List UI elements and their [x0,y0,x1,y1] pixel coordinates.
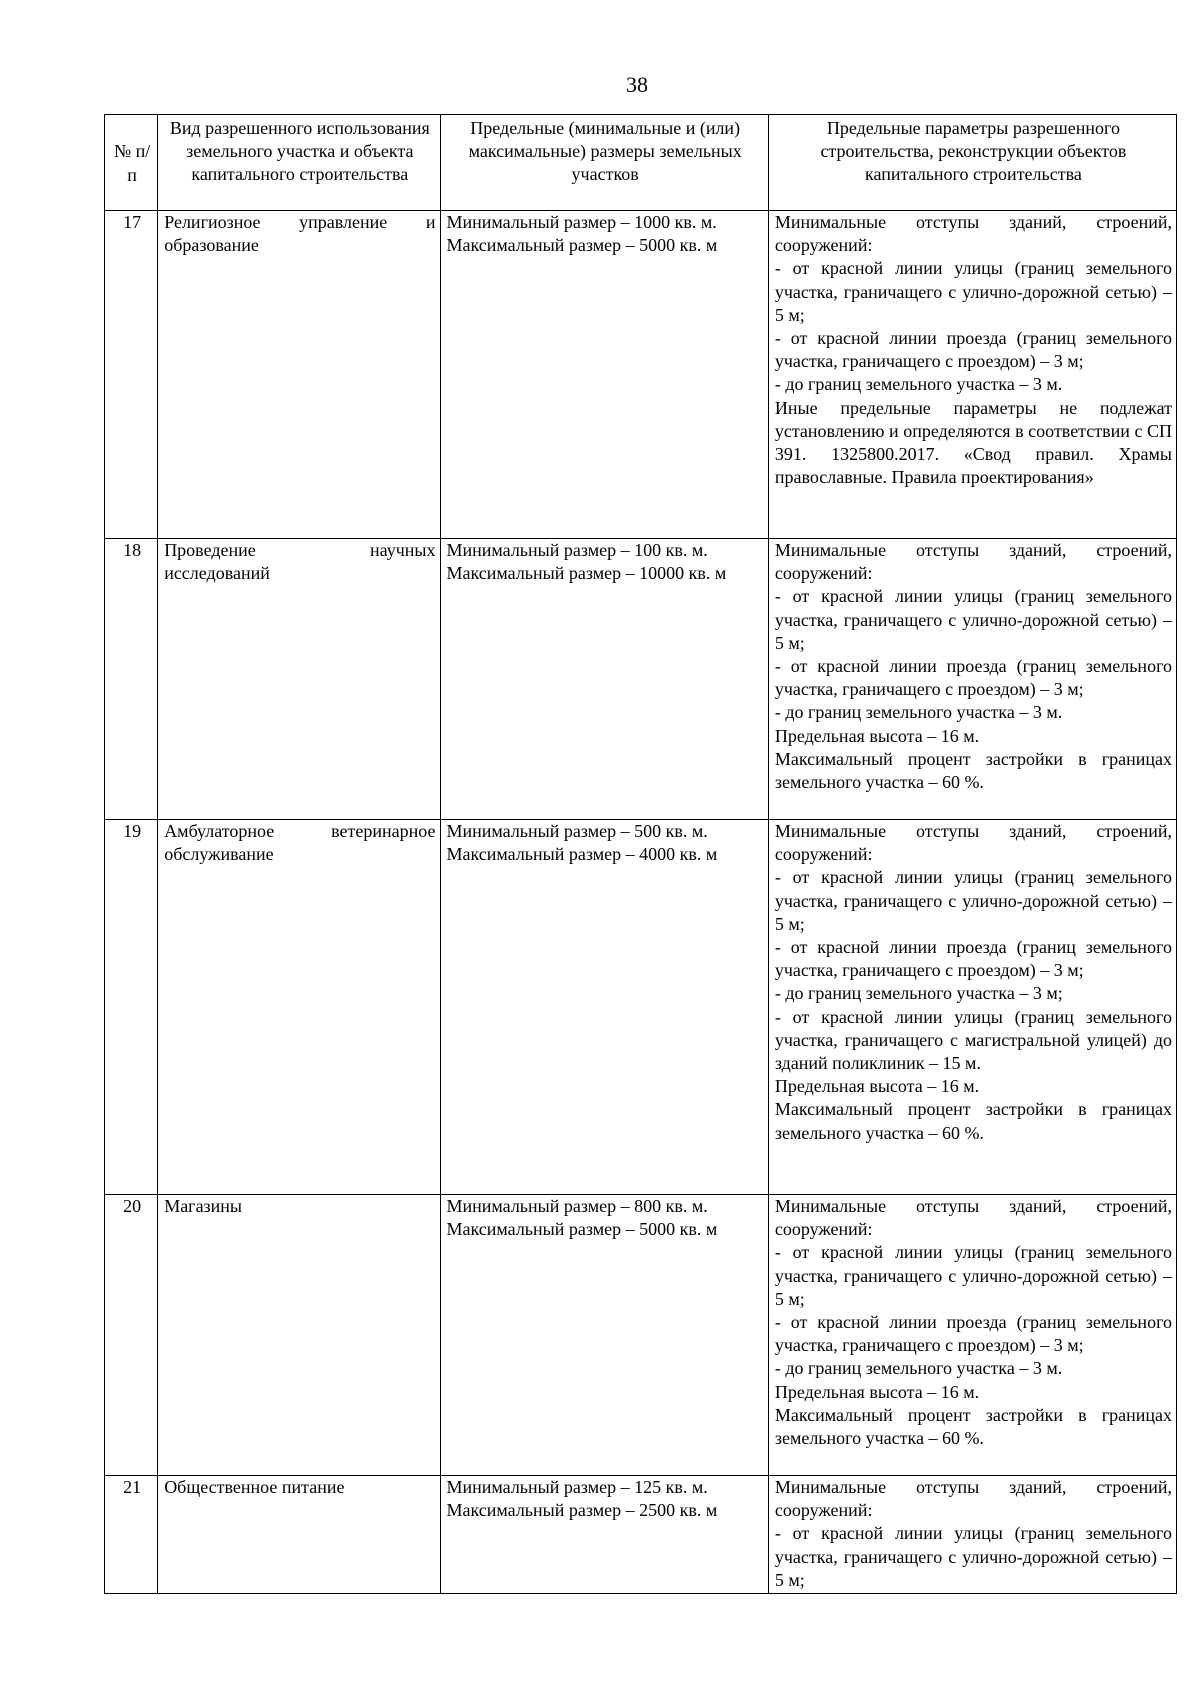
param-line: - от красной линии улицы (границ земельного участка, граничащего с улично-дорожной сетью) – 5 м; [774,1242,1172,1309]
param-line: - от красной линии улицы (границ земельного участка, граничащего с улично-дорожной сетью) – 5 м; [774,867,1172,934]
param-line: - от красной линии улицы (границ земельного участка, граничащего с магистральной улицей) до зданий поликлиник – 15 м. [774,1006,1172,1074]
row-number: 20 [105,1195,158,1476]
row-number: 19 [105,820,158,1195]
construction-params [768,539,1176,820]
row-number: 17 [105,211,158,539]
table-row [105,539,1177,820]
usage-kind: Проведение научных исследований [158,539,440,820]
param-line: Минимальные отступы зданий, строений, сооружений: [774,212,1172,256]
plot-size [440,1195,768,1476]
param-line: - до границ земельного участка – 3 м. [774,374,1063,395]
param-line: - до границ земельного участка – 3 м. [774,702,1063,723]
plot-size [440,820,768,1195]
usage-kind: Амбулаторное ветеринарное обслуживание [158,820,440,1195]
min-size: Минимальный размер – 800 кв. м. [446,1196,708,1216]
table-row [105,211,1177,539]
param-line: Минимальные отступы зданий, строений, сооружений: [774,821,1172,865]
param-line: - до границ земельного участка – 3 м; [774,983,1063,1004]
param-line: - от красной линии улицы (границ земельного участка, граничащего с улично-дорожной сетью) – 5 м; [774,1523,1172,1590]
param-line: - от красной линии улицы (границ земельного участка, граничащего с улично-дорожной сетью) – 5 м; [774,586,1172,653]
construction-params [768,820,1176,1195]
construction-params [768,211,1176,539]
param-line: Предельная высота – 16 м. [774,1076,980,1097]
max-size: Максимальный размер – 5000 кв. м [446,235,718,256]
param-line: - от красной линии улицы (границ земельного участка, граничащего с улично-дорожной сетью) – 5 м; [774,258,1172,325]
param-line: - от красной линии проезда (границ земельного участка, граничащего с проездом) – 3 м; [774,656,1172,700]
max-size: Максимальный размер – 4000 кв. м [446,844,718,865]
land-use-regulations-table [104,114,1177,1594]
table-row [105,1195,1177,1476]
param-line: Иные предельные параметры не подлежат установлению и определяются в соответствии с СП 391. 1325800.2017. «Свод правил. Храмы православные. Правила проектирования» [774,397,1172,488]
plot-size [440,1476,768,1594]
param-line: - до границ земельного участка – 3 м. [774,1358,1063,1379]
param-line: - от красной линии проезда (границ земельного участка, граничащего с проездом) – 3 м; [774,1312,1172,1356]
param-line: Минимальные отступы зданий, строений, сооружений: [774,1477,1172,1521]
header-construction-params: Предельные параметры разрешенного строительства, реконструкции объектов капитального строительства [768,115,1176,211]
plot-size [440,211,768,539]
min-size: Минимальный размер – 1000 кв. м. [446,212,717,232]
construction-params [768,1476,1176,1594]
min-size: Минимальный размер – 100 кв. м. [446,540,708,560]
table-row [105,1476,1177,1594]
table-row [105,820,1177,1195]
min-size: Минимальный размер – 500 кв. м. [446,821,708,841]
header-usage-kind: Вид разрешенного использования земельного участка и объекта капитального строительства [158,115,440,211]
header-number: № п/п [105,115,158,211]
usage-kind: Магазины [158,1195,440,1476]
page-number: 38 [626,72,648,97]
header-plot-size: Предельные (минимальные и (или) максимальные) размеры земельных участков [440,115,768,211]
param-line: Максимальный процент застройки в границах земельного участка – 60 %. [774,1404,1172,1449]
table-header-row [105,115,1177,211]
param-line: Минимальные отступы зданий, строений, сооружений: [774,540,1172,584]
param-line: - от красной линии проезда (границ земельного участка, граничащего с проездом) – 3 м; [774,328,1172,372]
param-line: - от красной линии проезда (границ земельного участка, граничащего с проездом) – 3 м; [774,937,1172,981]
construction-params [768,1195,1176,1476]
row-number: 18 [105,539,158,820]
usage-kind: Религиозное управление и образование [158,211,440,539]
row-number: 21 [105,1476,158,1594]
min-size: Минимальный размер – 125 кв. м. [446,1477,708,1497]
param-line: Предельная высота – 16 м. [774,1381,980,1402]
plot-size [440,539,768,820]
max-size: Максимальный размер – 2500 кв. м [446,1500,718,1521]
usage-kind: Общественное питание [158,1476,440,1594]
param-line: Максимальный процент застройки в границах земельного участка – 60 %. [774,748,1172,793]
param-line: Минимальные отступы зданий, строений, сооружений: [774,1196,1172,1240]
max-size: Максимальный размер – 5000 кв. м [446,1219,718,1240]
param-line: Предельная высота – 16 м. [774,725,980,746]
param-line: Максимальный процент застройки в границах земельного участка – 60 %. [774,1099,1172,1143]
max-size: Максимальный размер – 10000 кв. м [446,563,727,584]
